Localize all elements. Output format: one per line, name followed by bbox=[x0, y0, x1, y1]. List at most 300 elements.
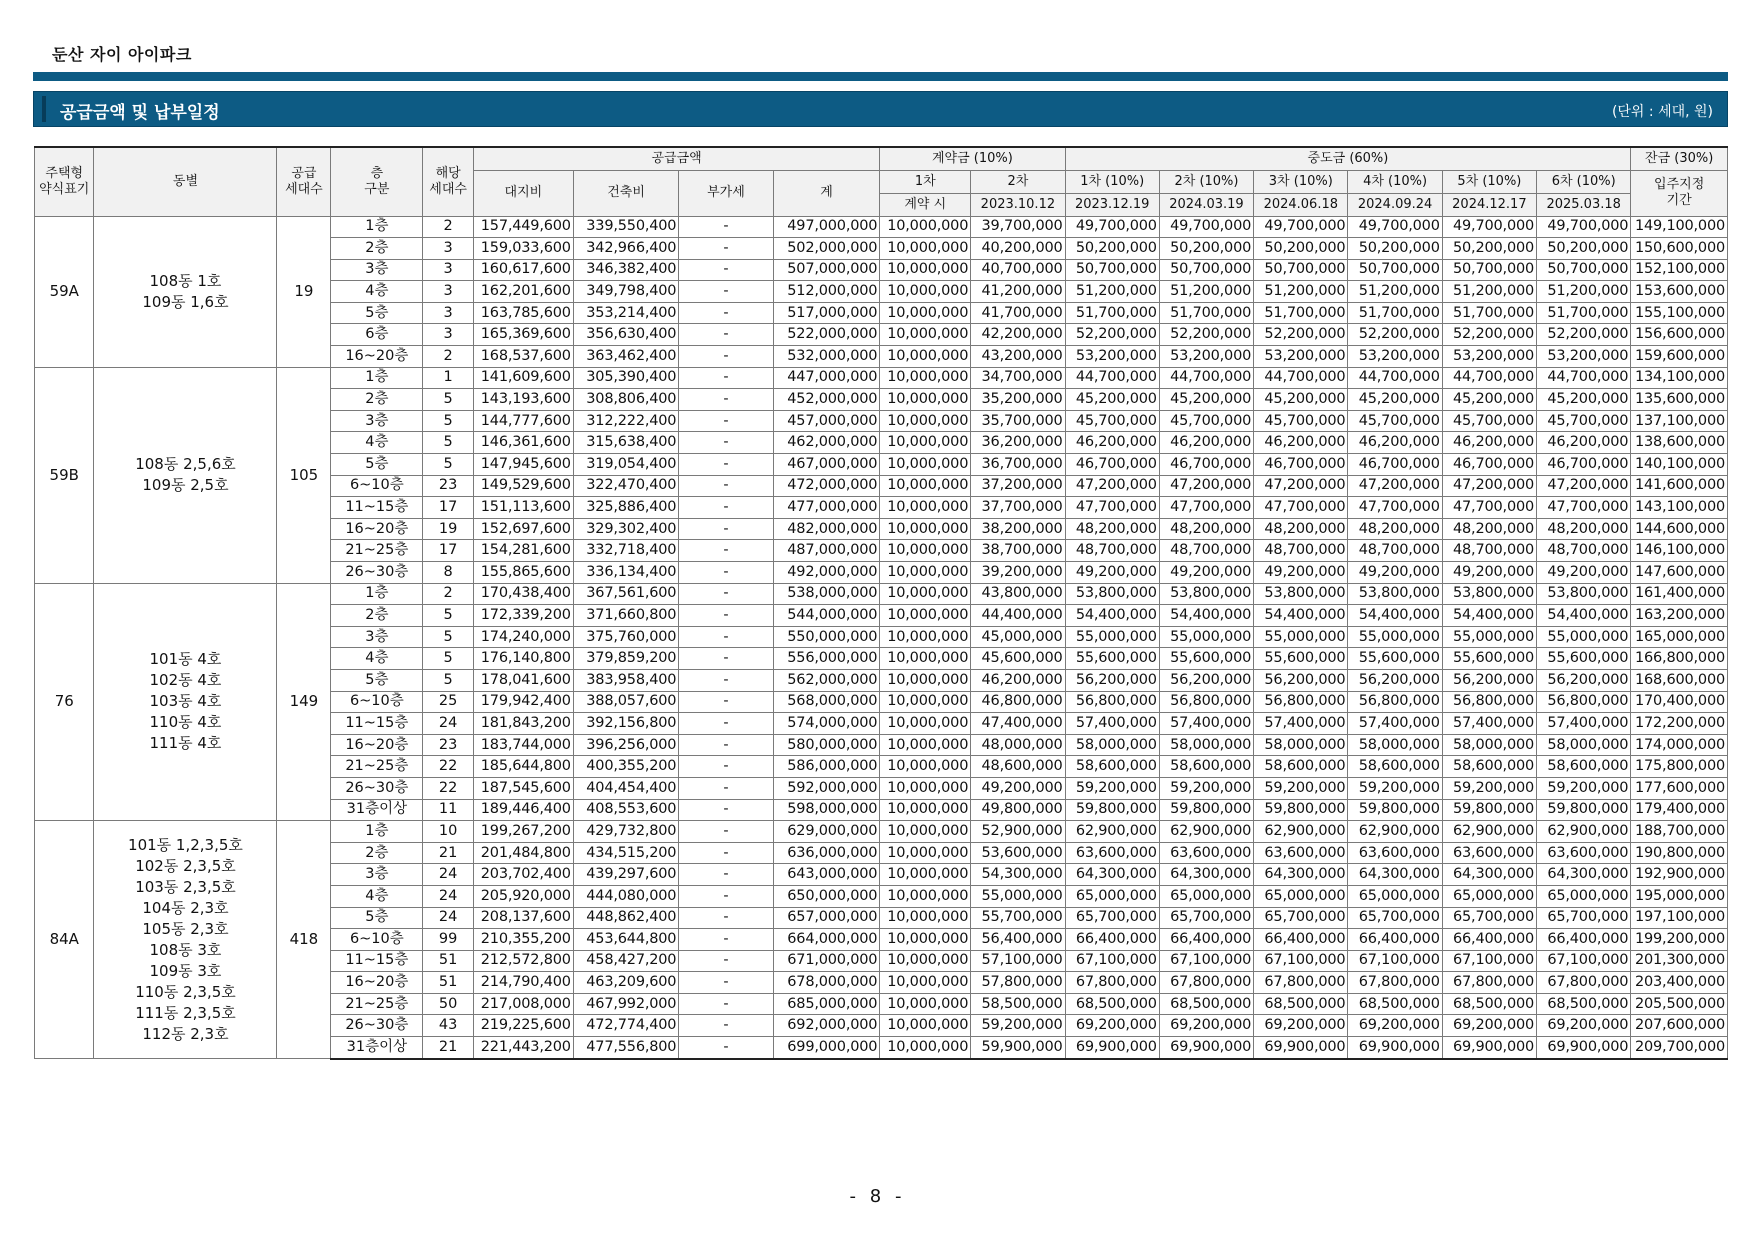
contract-1-cell: 10,000,000 bbox=[880, 929, 971, 951]
mid-1-cell: 48,200,000 bbox=[1065, 518, 1159, 540]
mid-6-cell: 56,800,000 bbox=[1537, 691, 1631, 713]
contract-1-cell: 10,000,000 bbox=[880, 432, 971, 454]
contract-1-cell: 10,000,000 bbox=[880, 389, 971, 411]
households-cell: 3 bbox=[423, 324, 474, 346]
vat-cell: - bbox=[679, 864, 773, 886]
contract-1-cell: 10,000,000 bbox=[880, 972, 971, 994]
mid-1-cell: 48,700,000 bbox=[1065, 540, 1159, 562]
balance-cell: 143,100,000 bbox=[1631, 497, 1728, 519]
balance-cell: 144,600,000 bbox=[1631, 518, 1728, 540]
mid-4-cell: 58,000,000 bbox=[1348, 734, 1442, 756]
mid-4-cell: 56,200,000 bbox=[1348, 669, 1442, 691]
mid-6-cell: 67,800,000 bbox=[1537, 972, 1631, 994]
mid-1-cell: 68,500,000 bbox=[1065, 993, 1159, 1015]
mid-2-cell: 50,700,000 bbox=[1159, 259, 1253, 281]
contract-2-cell: 35,200,000 bbox=[971, 389, 1065, 411]
contract-1-cell: 10,000,000 bbox=[880, 518, 971, 540]
mid-5-cell: 58,000,000 bbox=[1442, 734, 1536, 756]
mid-5-cell: 45,200,000 bbox=[1442, 389, 1536, 411]
header-mid-3: 3차 (10%) bbox=[1254, 170, 1348, 193]
balance-cell: 159,600,000 bbox=[1631, 346, 1728, 368]
households-cell: 5 bbox=[423, 605, 474, 627]
mid-5-cell: 53,200,000 bbox=[1442, 346, 1536, 368]
balance-cell: 195,000,000 bbox=[1631, 885, 1728, 907]
mid-5-cell: 53,800,000 bbox=[1442, 583, 1536, 605]
header-supply-households: 공급 세대수 bbox=[277, 147, 331, 216]
balance-cell: 170,400,000 bbox=[1631, 691, 1728, 713]
contract-2-cell: 54,300,000 bbox=[971, 864, 1065, 886]
contract-2-cell: 41,200,000 bbox=[971, 281, 1065, 303]
contract-1-cell: 10,000,000 bbox=[880, 950, 971, 972]
total-cell: 685,000,000 bbox=[773, 993, 880, 1015]
table-row bbox=[35, 821, 1728, 843]
land-cost-cell: 151,113,600 bbox=[473, 497, 573, 519]
mid-5-cell: 69,200,000 bbox=[1442, 1015, 1536, 1037]
top-divider bbox=[33, 72, 1728, 81]
mid-2-cell: 48,700,000 bbox=[1159, 540, 1253, 562]
mid-6-cell: 51,700,000 bbox=[1537, 302, 1631, 324]
building-cost-cell: 367,561,600 bbox=[573, 583, 679, 605]
mid-3-cell: 48,200,000 bbox=[1254, 518, 1348, 540]
mid-6-cell: 59,200,000 bbox=[1537, 777, 1631, 799]
mid-3-cell: 55,000,000 bbox=[1254, 626, 1348, 648]
mid-2-cell: 65,000,000 bbox=[1159, 885, 1253, 907]
mid-4-cell: 62,900,000 bbox=[1348, 821, 1442, 843]
contract-2-cell: 45,000,000 bbox=[971, 626, 1065, 648]
mid-5-cell: 48,700,000 bbox=[1442, 540, 1536, 562]
contract-1-cell: 10,000,000 bbox=[880, 1037, 971, 1059]
contract-2-cell: 41,700,000 bbox=[971, 302, 1065, 324]
mid-3-cell: 66,400,000 bbox=[1254, 929, 1348, 951]
mid-5-cell: 50,700,000 bbox=[1442, 259, 1536, 281]
land-cost-cell: 174,240,000 bbox=[473, 626, 573, 648]
building-cost-cell: 448,862,400 bbox=[573, 907, 679, 929]
mid-4-cell: 45,200,000 bbox=[1348, 389, 1442, 411]
total-cell: 556,000,000 bbox=[773, 648, 880, 670]
mid-4-cell: 47,700,000 bbox=[1348, 497, 1442, 519]
mid-5-cell: 49,200,000 bbox=[1442, 562, 1536, 584]
mid-4-cell: 66,400,000 bbox=[1348, 929, 1442, 951]
mid-4-cell: 49,700,000 bbox=[1348, 216, 1442, 238]
households-cell: 51 bbox=[423, 972, 474, 994]
mid-6-cell: 55,000,000 bbox=[1537, 626, 1631, 648]
building-cost-cell: 444,080,000 bbox=[573, 885, 679, 907]
mid-6-cell: 57,400,000 bbox=[1537, 713, 1631, 735]
mid-2-cell: 56,200,000 bbox=[1159, 669, 1253, 691]
contract-2-cell: 43,200,000 bbox=[971, 346, 1065, 368]
header-mid-4-date: 2024.09.24 bbox=[1348, 193, 1442, 216]
land-cost-cell: 199,267,200 bbox=[473, 821, 573, 843]
households-cell: 5 bbox=[423, 432, 474, 454]
floor-cell: 16~20층 bbox=[331, 734, 423, 756]
mid-4-cell: 59,200,000 bbox=[1348, 777, 1442, 799]
mid-6-cell: 52,200,000 bbox=[1537, 324, 1631, 346]
vat-cell: - bbox=[679, 216, 773, 238]
households-cell: 25 bbox=[423, 691, 474, 713]
mid-3-cell: 51,200,000 bbox=[1254, 281, 1348, 303]
mid-1-cell: 64,300,000 bbox=[1065, 864, 1159, 886]
mid-1-cell: 57,400,000 bbox=[1065, 713, 1159, 735]
mid-3-cell: 63,600,000 bbox=[1254, 842, 1348, 864]
contract-1-cell: 10,000,000 bbox=[880, 864, 971, 886]
vat-cell: - bbox=[679, 972, 773, 994]
mid-3-cell: 55,600,000 bbox=[1254, 648, 1348, 670]
contract-1-cell: 10,000,000 bbox=[880, 259, 971, 281]
contract-2-cell: 49,200,000 bbox=[971, 777, 1065, 799]
contract-1-cell: 10,000,000 bbox=[880, 410, 971, 432]
balance-cell: 150,600,000 bbox=[1631, 238, 1728, 260]
land-cost-cell: 163,785,600 bbox=[473, 302, 573, 324]
price-schedule-table bbox=[34, 146, 1728, 1060]
balance-cell: 209,700,000 bbox=[1631, 1037, 1728, 1059]
building-cost-cell: 349,798,400 bbox=[573, 281, 679, 303]
mid-2-cell: 47,700,000 bbox=[1159, 497, 1253, 519]
floor-cell: 4층 bbox=[331, 648, 423, 670]
mid-1-cell: 67,800,000 bbox=[1065, 972, 1159, 994]
mid-6-cell: 51,200,000 bbox=[1537, 281, 1631, 303]
supply-households-cell: 105 bbox=[277, 367, 331, 583]
mid-1-cell: 63,600,000 bbox=[1065, 842, 1159, 864]
total-cell: 664,000,000 bbox=[773, 929, 880, 951]
contract-1-cell: 10,000,000 bbox=[880, 799, 971, 821]
mid-5-cell: 51,200,000 bbox=[1442, 281, 1536, 303]
building-cost-cell: 315,638,400 bbox=[573, 432, 679, 454]
building-cost-cell: 325,886,400 bbox=[573, 497, 679, 519]
mid-4-cell: 63,600,000 bbox=[1348, 842, 1442, 864]
mid-1-cell: 55,000,000 bbox=[1065, 626, 1159, 648]
mid-6-cell: 59,800,000 bbox=[1537, 799, 1631, 821]
section-title: 공급금액 및 납부일정 bbox=[60, 103, 220, 123]
vat-cell: - bbox=[679, 691, 773, 713]
land-cost-cell: 214,790,400 bbox=[473, 972, 573, 994]
households-cell: 10 bbox=[423, 821, 474, 843]
mid-6-cell: 58,600,000 bbox=[1537, 756, 1631, 778]
floor-cell: 21~25층 bbox=[331, 993, 423, 1015]
floor-cell: 11~15층 bbox=[331, 713, 423, 735]
mid-6-cell: 50,700,000 bbox=[1537, 259, 1631, 281]
mid-6-cell: 63,600,000 bbox=[1537, 842, 1631, 864]
contract-1-cell: 10,000,000 bbox=[880, 669, 971, 691]
mid-1-cell: 47,700,000 bbox=[1065, 497, 1159, 519]
mid-3-cell: 49,700,000 bbox=[1254, 216, 1348, 238]
households-cell: 2 bbox=[423, 346, 474, 368]
mid-6-cell: 50,200,000 bbox=[1537, 238, 1631, 260]
contract-1-cell: 10,000,000 bbox=[880, 302, 971, 324]
supply-households-cell: 418 bbox=[277, 821, 331, 1059]
building-cost-cell: 332,718,400 bbox=[573, 540, 679, 562]
households-cell: 5 bbox=[423, 410, 474, 432]
mid-5-cell: 51,700,000 bbox=[1442, 302, 1536, 324]
header-mid-2-date: 2024.03.19 bbox=[1159, 193, 1253, 216]
floor-cell: 6~10층 bbox=[331, 475, 423, 497]
mid-1-cell: 59,200,000 bbox=[1065, 777, 1159, 799]
vat-cell: - bbox=[679, 885, 773, 907]
mid-4-cell: 53,200,000 bbox=[1348, 346, 1442, 368]
mid-3-cell: 54,400,000 bbox=[1254, 605, 1348, 627]
vat-cell: - bbox=[679, 259, 773, 281]
mid-4-cell: 45,700,000 bbox=[1348, 410, 1442, 432]
mid-5-cell: 45,700,000 bbox=[1442, 410, 1536, 432]
building-cost-cell: 383,958,400 bbox=[573, 669, 679, 691]
balance-cell: 207,600,000 bbox=[1631, 1015, 1728, 1037]
total-cell: 592,000,000 bbox=[773, 777, 880, 799]
building-cost-cell: 439,297,600 bbox=[573, 864, 679, 886]
households-cell: 11 bbox=[423, 799, 474, 821]
floor-cell: 26~30층 bbox=[331, 1015, 423, 1037]
contract-2-cell: 37,200,000 bbox=[971, 475, 1065, 497]
mid-1-cell: 66,400,000 bbox=[1065, 929, 1159, 951]
vat-cell: - bbox=[679, 756, 773, 778]
total-cell: 586,000,000 bbox=[773, 756, 880, 778]
header-mid-5: 5차 (10%) bbox=[1442, 170, 1536, 193]
balance-cell: 134,100,000 bbox=[1631, 367, 1728, 389]
land-cost-cell: 210,355,200 bbox=[473, 929, 573, 951]
mid-5-cell: 67,100,000 bbox=[1442, 950, 1536, 972]
balance-cell: 161,400,000 bbox=[1631, 583, 1728, 605]
contract-1-cell: 10,000,000 bbox=[880, 842, 971, 864]
vat-cell: - bbox=[679, 821, 773, 843]
balance-cell: 146,100,000 bbox=[1631, 540, 1728, 562]
vat-cell: - bbox=[679, 475, 773, 497]
mid-3-cell: 68,500,000 bbox=[1254, 993, 1348, 1015]
land-cost-cell: 221,443,200 bbox=[473, 1037, 573, 1059]
mid-1-cell: 52,200,000 bbox=[1065, 324, 1159, 346]
balance-cell: 166,800,000 bbox=[1631, 648, 1728, 670]
vat-cell: - bbox=[679, 562, 773, 584]
contract-1-cell: 10,000,000 bbox=[880, 777, 971, 799]
total-cell: 598,000,000 bbox=[773, 799, 880, 821]
vat-cell: - bbox=[679, 734, 773, 756]
mid-1-cell: 58,000,000 bbox=[1065, 734, 1159, 756]
total-cell: 467,000,000 bbox=[773, 454, 880, 476]
vat-cell: - bbox=[679, 540, 773, 562]
section-header-bar bbox=[33, 91, 1728, 127]
land-cost-cell: 187,545,600 bbox=[473, 777, 573, 799]
header-mid-1: 1차 (10%) bbox=[1065, 170, 1159, 193]
mid-4-cell: 64,300,000 bbox=[1348, 864, 1442, 886]
mid-6-cell: 67,100,000 bbox=[1537, 950, 1631, 972]
total-cell: 538,000,000 bbox=[773, 583, 880, 605]
total-cell: 452,000,000 bbox=[773, 389, 880, 411]
land-cost-cell: 189,446,400 bbox=[473, 799, 573, 821]
vat-cell: - bbox=[679, 605, 773, 627]
mid-5-cell: 47,700,000 bbox=[1442, 497, 1536, 519]
total-cell: 477,000,000 bbox=[773, 497, 880, 519]
header-mid-6-date: 2025.03.18 bbox=[1537, 193, 1631, 216]
households-cell: 50 bbox=[423, 993, 474, 1015]
contract-1-cell: 10,000,000 bbox=[880, 583, 971, 605]
contract-2-cell: 55,000,000 bbox=[971, 885, 1065, 907]
header-mid-2: 2차 (10%) bbox=[1159, 170, 1253, 193]
mid-4-cell: 55,600,000 bbox=[1348, 648, 1442, 670]
mid-2-cell: 67,100,000 bbox=[1159, 950, 1253, 972]
mid-3-cell: 45,700,000 bbox=[1254, 410, 1348, 432]
mid-3-cell: 51,700,000 bbox=[1254, 302, 1348, 324]
mid-1-cell: 50,200,000 bbox=[1065, 238, 1159, 260]
mid-4-cell: 48,700,000 bbox=[1348, 540, 1442, 562]
mid-6-cell: 48,700,000 bbox=[1537, 540, 1631, 562]
mid-3-cell: 47,700,000 bbox=[1254, 497, 1348, 519]
floor-cell: 6~10층 bbox=[331, 929, 423, 951]
contract-2-cell: 55,700,000 bbox=[971, 907, 1065, 929]
mid-1-cell: 49,200,000 bbox=[1065, 562, 1159, 584]
vat-cell: - bbox=[679, 799, 773, 821]
mid-1-cell: 45,700,000 bbox=[1065, 410, 1159, 432]
mid-2-cell: 46,200,000 bbox=[1159, 432, 1253, 454]
total-cell: 447,000,000 bbox=[773, 367, 880, 389]
land-cost-cell: 143,193,600 bbox=[473, 389, 573, 411]
mid-1-cell: 56,800,000 bbox=[1065, 691, 1159, 713]
mid-4-cell: 59,800,000 bbox=[1348, 799, 1442, 821]
mid-5-cell: 46,200,000 bbox=[1442, 432, 1536, 454]
mid-4-cell: 68,500,000 bbox=[1348, 993, 1442, 1015]
dong-cell: 108동 2,5,6호 109동 2,5호 bbox=[94, 367, 277, 583]
total-cell: 643,000,000 bbox=[773, 864, 880, 886]
contract-1-cell: 10,000,000 bbox=[880, 238, 971, 260]
balance-cell: 137,100,000 bbox=[1631, 410, 1728, 432]
mid-3-cell: 53,200,000 bbox=[1254, 346, 1348, 368]
building-cost-cell: 400,355,200 bbox=[573, 756, 679, 778]
document-title: 둔산 자이 아이파크 bbox=[52, 45, 192, 64]
header-building: 건축비 bbox=[573, 170, 679, 216]
total-cell: 492,000,000 bbox=[773, 562, 880, 584]
contract-2-cell: 38,700,000 bbox=[971, 540, 1065, 562]
mid-5-cell: 55,600,000 bbox=[1442, 648, 1536, 670]
section-accent-mark bbox=[42, 96, 46, 122]
mid-6-cell: 48,200,000 bbox=[1537, 518, 1631, 540]
mid-5-cell: 64,300,000 bbox=[1442, 864, 1536, 886]
balance-cell: 205,500,000 bbox=[1631, 993, 1728, 1015]
contract-2-cell: 48,600,000 bbox=[971, 756, 1065, 778]
mid-1-cell: 55,600,000 bbox=[1065, 648, 1159, 670]
mid-3-cell: 46,200,000 bbox=[1254, 432, 1348, 454]
contract-2-cell: 35,700,000 bbox=[971, 410, 1065, 432]
building-cost-cell: 339,550,400 bbox=[573, 216, 679, 238]
contract-2-cell: 46,800,000 bbox=[971, 691, 1065, 713]
mid-3-cell: 59,800,000 bbox=[1254, 799, 1348, 821]
floor-cell: 31층이상 bbox=[331, 799, 423, 821]
land-cost-cell: 205,920,000 bbox=[473, 885, 573, 907]
building-cost-cell: 305,390,400 bbox=[573, 367, 679, 389]
mid-3-cell: 62,900,000 bbox=[1254, 821, 1348, 843]
mid-6-cell: 56,200,000 bbox=[1537, 669, 1631, 691]
mid-5-cell: 62,900,000 bbox=[1442, 821, 1536, 843]
land-cost-cell: 147,945,600 bbox=[473, 454, 573, 476]
mid-3-cell: 50,700,000 bbox=[1254, 259, 1348, 281]
building-cost-cell: 396,256,000 bbox=[573, 734, 679, 756]
building-cost-cell: 322,470,400 bbox=[573, 475, 679, 497]
mid-4-cell: 53,800,000 bbox=[1348, 583, 1442, 605]
mid-4-cell: 55,000,000 bbox=[1348, 626, 1442, 648]
mid-6-cell: 49,200,000 bbox=[1537, 562, 1631, 584]
households-cell: 2 bbox=[423, 216, 474, 238]
building-cost-cell: 312,222,400 bbox=[573, 410, 679, 432]
balance-cell: 179,400,000 bbox=[1631, 799, 1728, 821]
mid-1-cell: 47,200,000 bbox=[1065, 475, 1159, 497]
balance-cell: 152,100,000 bbox=[1631, 259, 1728, 281]
land-cost-cell: 159,033,600 bbox=[473, 238, 573, 260]
mid-3-cell: 67,800,000 bbox=[1254, 972, 1348, 994]
balance-cell: 172,200,000 bbox=[1631, 713, 1728, 735]
land-cost-cell: 154,281,600 bbox=[473, 540, 573, 562]
balance-cell: 135,600,000 bbox=[1631, 389, 1728, 411]
mid-2-cell: 52,200,000 bbox=[1159, 324, 1253, 346]
households-cell: 43 bbox=[423, 1015, 474, 1037]
mid-2-cell: 55,600,000 bbox=[1159, 648, 1253, 670]
land-cost-cell: 162,201,600 bbox=[473, 281, 573, 303]
mid-2-cell: 49,700,000 bbox=[1159, 216, 1253, 238]
mid-6-cell: 46,200,000 bbox=[1537, 432, 1631, 454]
mid-1-cell: 51,700,000 bbox=[1065, 302, 1159, 324]
mid-2-cell: 44,700,000 bbox=[1159, 367, 1253, 389]
mid-3-cell: 69,900,000 bbox=[1254, 1037, 1348, 1059]
mid-4-cell: 65,000,000 bbox=[1348, 885, 1442, 907]
mid-4-cell: 56,800,000 bbox=[1348, 691, 1442, 713]
mid-4-cell: 48,200,000 bbox=[1348, 518, 1442, 540]
floor-cell: 1층 bbox=[331, 821, 423, 843]
total-cell: 532,000,000 bbox=[773, 346, 880, 368]
mid-3-cell: 67,100,000 bbox=[1254, 950, 1348, 972]
mid-6-cell: 64,300,000 bbox=[1537, 864, 1631, 886]
mid-5-cell: 48,200,000 bbox=[1442, 518, 1536, 540]
mid-5-cell: 56,200,000 bbox=[1442, 669, 1536, 691]
header-total: 계 bbox=[773, 170, 880, 216]
land-cost-cell: 170,438,400 bbox=[473, 583, 573, 605]
total-cell: 502,000,000 bbox=[773, 238, 880, 260]
mid-3-cell: 48,700,000 bbox=[1254, 540, 1348, 562]
households-cell: 24 bbox=[423, 864, 474, 886]
floor-cell: 16~20층 bbox=[331, 518, 423, 540]
mid-3-cell: 64,300,000 bbox=[1254, 864, 1348, 886]
mid-5-cell: 52,200,000 bbox=[1442, 324, 1536, 346]
mid-4-cell: 51,700,000 bbox=[1348, 302, 1442, 324]
mid-2-cell: 57,400,000 bbox=[1159, 713, 1253, 735]
mid-2-cell: 64,300,000 bbox=[1159, 864, 1253, 886]
header-mid-1-date: 2023.12.19 bbox=[1065, 193, 1159, 216]
mid-5-cell: 54,400,000 bbox=[1442, 605, 1536, 627]
land-cost-cell: 208,137,600 bbox=[473, 907, 573, 929]
mid-2-cell: 63,600,000 bbox=[1159, 842, 1253, 864]
mid-5-cell: 69,900,000 bbox=[1442, 1037, 1536, 1059]
mid-3-cell: 52,200,000 bbox=[1254, 324, 1348, 346]
land-cost-cell: 217,008,000 bbox=[473, 993, 573, 1015]
contract-1-cell: 10,000,000 bbox=[880, 821, 971, 843]
land-cost-cell: 219,225,600 bbox=[473, 1015, 573, 1037]
land-cost-cell: 203,702,400 bbox=[473, 864, 573, 886]
building-cost-cell: 336,134,400 bbox=[573, 562, 679, 584]
contract-1-cell: 10,000,000 bbox=[880, 475, 971, 497]
contract-1-cell: 10,000,000 bbox=[880, 713, 971, 735]
building-cost-cell: 346,382,400 bbox=[573, 259, 679, 281]
mid-3-cell: 59,200,000 bbox=[1254, 777, 1348, 799]
total-cell: 457,000,000 bbox=[773, 410, 880, 432]
land-cost-cell: 141,609,600 bbox=[473, 367, 573, 389]
header-contract: 계약금 (10%) bbox=[880, 147, 1065, 170]
land-cost-cell: 181,843,200 bbox=[473, 713, 573, 735]
mid-2-cell: 59,800,000 bbox=[1159, 799, 1253, 821]
contract-2-cell: 40,200,000 bbox=[971, 238, 1065, 260]
land-cost-cell: 178,041,600 bbox=[473, 669, 573, 691]
type-code-cell: 59B bbox=[35, 367, 94, 583]
contract-1-cell: 10,000,000 bbox=[880, 324, 971, 346]
mid-6-cell: 65,000,000 bbox=[1537, 885, 1631, 907]
supply-households-cell: 149 bbox=[277, 583, 331, 821]
contract-2-cell: 52,900,000 bbox=[971, 821, 1065, 843]
mid-1-cell: 58,600,000 bbox=[1065, 756, 1159, 778]
mid-2-cell: 51,200,000 bbox=[1159, 281, 1253, 303]
land-cost-cell: 172,339,200 bbox=[473, 605, 573, 627]
households-cell: 1 bbox=[423, 367, 474, 389]
